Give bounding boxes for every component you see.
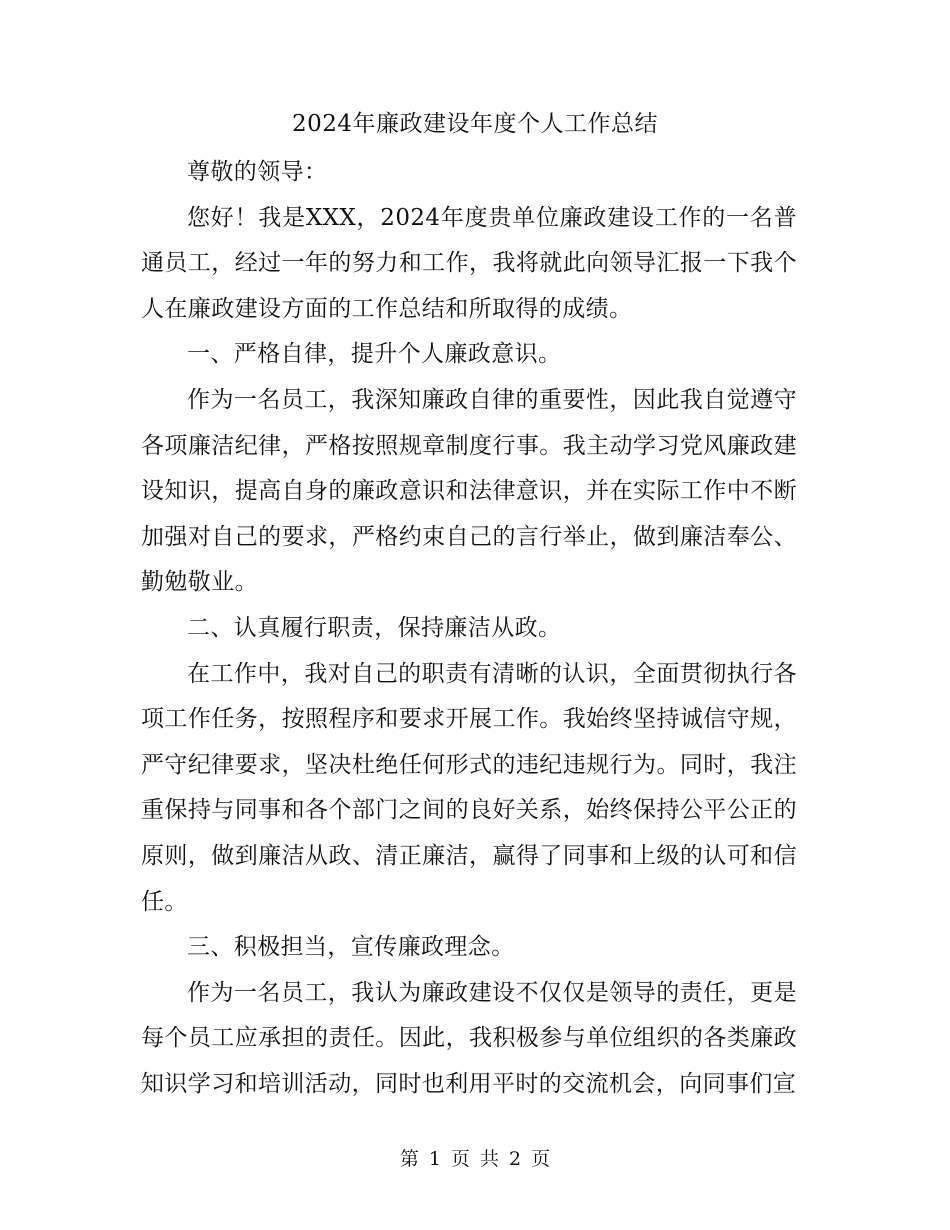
section-paragraph-2: 在工作中，我对自己的职责有清晰的认识，全面贯彻执行各项工作任务，按照程序和要求开展工作。我始终坚持诚信守规，严守纪律要求，坚决杜绝任何形式的违纪违规行为。同时，我注重保持与同事和各个部门之间的良好关系，始终保持公平公正的原则，做到廉洁从政、清正廉洁，赢得了同事和上级的认可和信任。 bbox=[141, 660, 797, 915]
document-body bbox=[141, 150, 797, 1107]
section-heading-1: 一、严格自律，提升个人廉政意识。 bbox=[187, 341, 562, 368]
salutation: 尊敬的领导： bbox=[187, 159, 328, 185]
section-heading-2: 二、认真履行职责，保持廉洁从政。 bbox=[187, 614, 562, 641]
section-paragraph-3: 作为一名员工，我认为廉政建设不仅仅是领导的责任，更是每个员工应承担的责任。因此，我积极参与单位组织的各类廉政知识学习和培训活动，同时也利用平时的交流机会，向同事们宣 bbox=[141, 979, 797, 1097]
intro-paragraph: 您好！我是XXX，2024年度贵单位廉政建设工作的一名普通员工，经过一年的努力和工作，我将就此向领导汇报一下我个人在廉政建设方面的工作总结和所取得的成绩。 bbox=[141, 204, 797, 322]
document-title: 2024年廉政建设年度个人工作总结 bbox=[291, 111, 659, 137]
page-number-footer: 第 1 页 共 2 页 bbox=[399, 1148, 551, 1170]
section-heading-3: 三、积极担当，宣传廉政理念。 bbox=[187, 934, 515, 961]
section-paragraph-1: 作为一名员工，我深知廉政自律的重要性，因此我自觉遵守各项廉洁纪律，严格按照规章制度行事。我主动学习党风廉政建设知识，提高自身的廉政意识和法律意识，并在实际工作中不断加强对自己的要求，严格约束自己的言行举止，做到廉洁奉公、勤勉敬业。 bbox=[141, 386, 797, 596]
